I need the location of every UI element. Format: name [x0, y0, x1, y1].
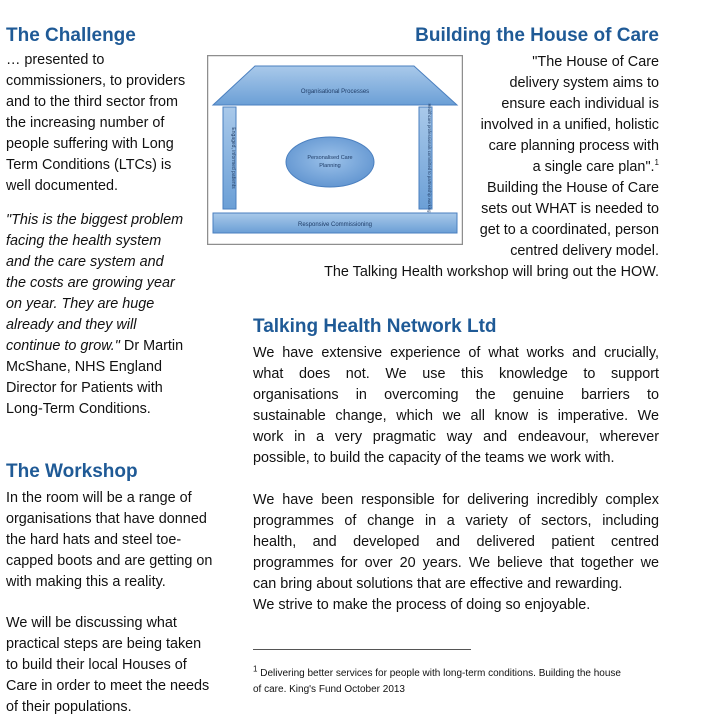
footnote-ref: 1	[654, 158, 659, 168]
left-pillar-label: Engaged, informed patients	[230, 127, 236, 189]
challenge-line: and to the third sector from	[6, 94, 178, 110]
workshop-line: We will be discussing what	[6, 615, 177, 631]
attribution-name: Dr Martin	[119, 338, 184, 354]
th-line: can bring about solutions that are effective and rewarding.	[253, 576, 623, 592]
attribution-line: Long-Term Conditions.	[6, 401, 151, 417]
house-body-line: get to a coordinated, person	[479, 222, 659, 238]
attribution-line: Director for Patients with	[6, 380, 163, 396]
workshop-line: Care in order to meet the needs	[6, 678, 210, 694]
quote-line: "This is the biggest problem	[6, 212, 184, 228]
challenge-line: … presented to	[6, 52, 105, 68]
th-line: sustainable change, which we all know is imperative. We	[253, 408, 659, 424]
talking-health-heading: Talking Health Network Ltd	[253, 316, 497, 337]
attribution-line: McShane, NHS England	[6, 359, 162, 375]
center-ellipse	[286, 137, 374, 187]
house-quote-line: ensure each individual is	[501, 96, 659, 112]
th-line: work in a very pragmatic way and endeavour, wherever	[253, 429, 659, 445]
quote-line: already and they will	[6, 317, 137, 333]
house-body-line: centred delivery model.	[510, 243, 659, 259]
house-quote-end: a single care plan".	[532, 159, 655, 175]
th-line: programmes for over 20 years. We believe that together we	[253, 555, 659, 571]
quote-line: the costs are growing year	[6, 275, 175, 291]
footnote-text: Delivering better services for people with long-term conditions. Building the house	[257, 668, 621, 679]
quote-end: continue to grow."	[6, 338, 120, 354]
base-label: Responsive Commissioning	[297, 222, 373, 228]
challenge-heading: The Challenge	[6, 25, 136, 46]
footnote-line: of care. King's Fund October 2013	[253, 684, 405, 695]
quote-line: facing the health system	[6, 233, 162, 249]
th-line: programmes of change in a variety of sectors, including	[253, 513, 659, 529]
th-line: We have extensive experience of what works and crucially,	[253, 345, 659, 361]
footnote-line	[253, 666, 621, 682]
workshop-line: the hard hats and steel toe-	[6, 532, 182, 548]
center-label-1: Personalised Care Planning	[307, 155, 353, 169]
quote-line: and the care system and	[6, 254, 164, 270]
house-quote-line: "The House of Care	[532, 54, 659, 70]
house-quote-line: involved in a unified, holistic	[480, 117, 659, 133]
challenge-line: the increasing number of	[6, 115, 165, 131]
workshop-line: organisations that have donned	[6, 511, 207, 527]
workshop-line: In the room will be a range of	[6, 490, 192, 506]
roof-label: Organisational Processes	[300, 89, 370, 95]
th-line: what does not. We use this knowledge to support	[253, 366, 659, 382]
footnote-rule	[253, 649, 471, 650]
workshop-line: of their populations.	[6, 699, 132, 715]
house-body-line: sets out WHAT is needed to	[481, 201, 659, 217]
right-pillar-label: Healthcare professionals committed to partnership working	[427, 103, 432, 213]
th-line: possible, to build the capacity of the teams we work with.	[253, 450, 615, 466]
quote-line: on year. They are huge	[6, 296, 155, 312]
house-body-line: Building the House of Care	[487, 180, 659, 196]
house-heading: Building the House of Care	[415, 25, 659, 46]
roof-shape	[213, 66, 457, 105]
quote-attribution-line	[6, 336, 183, 357]
house-of-care-diagram	[207, 55, 463, 250]
challenge-line: people suffering with Long	[6, 136, 174, 152]
th-line: health, and developed and delivered patient centred	[253, 534, 659, 550]
footnote-mark: 1	[253, 664, 258, 674]
challenge-line: Term Conditions (LTCs) is	[6, 157, 172, 173]
workshop-line: with making this a reality.	[6, 574, 166, 590]
workshop-heading: The Workshop	[6, 461, 138, 482]
challenge-line: well documented.	[6, 178, 118, 194]
challenge-line: commissioners, to providers	[6, 73, 186, 89]
workshop-line: capped boots and are getting on	[6, 553, 213, 569]
th-line: We have been responsible for delivering incredibly complex	[253, 492, 659, 508]
house-quote-line	[533, 157, 659, 178]
house-workshop-line: The Talking Health workshop will bring out the HOW.	[324, 264, 659, 280]
house-quote-line: delivery system aims to	[509, 75, 659, 91]
th-line: We strive to make the process of doing so enjoyable.	[253, 597, 591, 613]
th-line: organisations in overcoming the genuine barriers to	[253, 387, 659, 403]
workshop-line: to build their local Houses of	[6, 657, 187, 673]
house-quote-line: care planning process with	[488, 138, 659, 154]
workshop-line: practical steps are being taken	[6, 636, 202, 652]
